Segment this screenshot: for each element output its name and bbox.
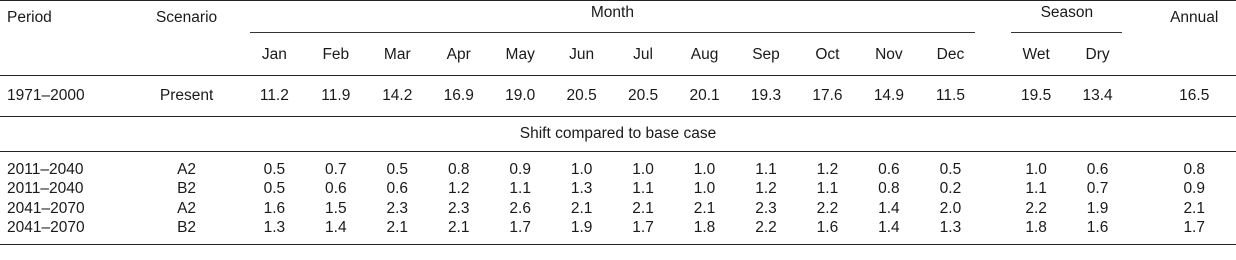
value-cell: 0.9 bbox=[1183, 180, 1205, 198]
value-cell: 1.1 bbox=[755, 160, 777, 178]
value-cell: 0.6 bbox=[386, 180, 409, 198]
spacer bbox=[1128, 76, 1152, 117]
value-cell: 1.7 bbox=[509, 219, 531, 237]
present-row bbox=[0, 76, 1236, 117]
value-cell: 2.1 bbox=[632, 199, 654, 217]
value-cell: 1.6 bbox=[1086, 219, 1109, 237]
period-cell: 2011–2040 bbox=[7, 160, 84, 178]
month-col-header: Mar bbox=[383, 46, 411, 63]
shift-rows bbox=[0, 152, 1236, 245]
value-cell: 2.0 bbox=[939, 199, 962, 217]
value-cell: 1.1 bbox=[1025, 180, 1047, 198]
spacer bbox=[1128, 219, 1152, 245]
value-cell: 16.5 bbox=[1179, 87, 1210, 104]
shift-label-row bbox=[0, 117, 1236, 152]
header-row-1 bbox=[0, 1, 1236, 36]
value-cell: 1.7 bbox=[632, 219, 654, 237]
spacer bbox=[981, 76, 1005, 117]
value-cell: 1.0 bbox=[693, 160, 716, 178]
month-col-header: Sep bbox=[752, 46, 780, 63]
value-cell: 1.8 bbox=[1025, 219, 1047, 237]
month-col-header: Oct bbox=[815, 46, 840, 63]
spacer bbox=[981, 180, 1005, 200]
scenario-cell: A2 bbox=[177, 160, 197, 178]
spacer bbox=[1128, 199, 1152, 219]
scenario-cell: Present bbox=[159, 87, 214, 104]
value-cell: 19.3 bbox=[750, 87, 782, 104]
value-cell: 1.2 bbox=[816, 160, 839, 178]
month-col-header: Jul bbox=[633, 46, 653, 63]
month-col-header: May bbox=[505, 46, 535, 63]
value-cell: 2.6 bbox=[509, 199, 531, 217]
period-cell: 1971–2000 bbox=[7, 87, 85, 104]
value-cell: 2.1 bbox=[386, 219, 409, 237]
scenario-cell: B2 bbox=[177, 180, 197, 198]
value-cell: 0.9 bbox=[509, 160, 531, 178]
spacer bbox=[981, 199, 1005, 219]
value-cell: 1.0 bbox=[570, 160, 593, 178]
value-cell: 2.3 bbox=[447, 199, 470, 217]
value-cell: 0.8 bbox=[878, 180, 900, 198]
month-col-header: Nov bbox=[875, 46, 903, 63]
value-cell: 11.9 bbox=[321, 87, 351, 104]
value-cell: 0.7 bbox=[325, 160, 347, 178]
value-cell: 2.2 bbox=[755, 219, 777, 237]
season-header bbox=[1005, 1, 1128, 36]
value-cell: 1.0 bbox=[632, 160, 654, 178]
value-cell: 1.6 bbox=[263, 199, 286, 217]
table-row bbox=[0, 152, 1236, 180]
value-cell: 11.2 bbox=[259, 87, 289, 104]
table-row bbox=[0, 199, 1236, 219]
spacer bbox=[981, 35, 1005, 76]
value-cell: 2.1 bbox=[693, 199, 716, 217]
table-row bbox=[0, 219, 1236, 245]
value-cell: 0.5 bbox=[386, 160, 409, 178]
spacer bbox=[981, 1, 1005, 36]
value-cell: 20.5 bbox=[566, 87, 597, 104]
spacer bbox=[981, 219, 1005, 245]
spacer bbox=[1128, 35, 1152, 76]
month-col-header: Jun bbox=[569, 46, 595, 63]
period-cell: 2041–2070 bbox=[7, 199, 85, 217]
value-cell: 11.5 bbox=[935, 87, 965, 104]
value-cell: 1.4 bbox=[878, 199, 900, 217]
value-cell: 14.2 bbox=[382, 87, 413, 104]
value-cell: 1.6 bbox=[816, 219, 839, 237]
value-cell: 13.4 bbox=[1082, 87, 1113, 104]
month-header-label: Month bbox=[250, 4, 976, 33]
value-cell: 1.3 bbox=[939, 219, 962, 237]
month-header bbox=[244, 1, 982, 36]
value-cell: 1.7 bbox=[1183, 219, 1205, 237]
value-cell: 1.9 bbox=[1086, 199, 1109, 217]
value-cell: 20.5 bbox=[628, 87, 659, 104]
shift-label: Shift compared to base case bbox=[519, 125, 717, 142]
value-cell: 1.2 bbox=[755, 180, 777, 198]
value-cell: 2.2 bbox=[1025, 199, 1047, 217]
value-cell: 2.2 bbox=[816, 199, 839, 217]
value-cell: 1.1 bbox=[509, 180, 531, 198]
value-cell: 0.7 bbox=[1086, 180, 1109, 198]
period-cell: 2041–2070 bbox=[7, 219, 85, 237]
value-cell: 1.1 bbox=[632, 180, 654, 198]
value-cell: 2.1 bbox=[570, 199, 593, 217]
value-cell: 1.4 bbox=[325, 219, 347, 237]
value-cell: 1.0 bbox=[693, 180, 716, 198]
annual-header: Annual bbox=[1170, 9, 1219, 26]
value-cell: 2.1 bbox=[1183, 199, 1205, 217]
value-cell: 20.1 bbox=[689, 87, 720, 104]
value-cell: 0.8 bbox=[447, 160, 470, 178]
value-cell: 1.4 bbox=[878, 219, 900, 237]
spacer bbox=[1128, 152, 1152, 180]
period-header: Period bbox=[7, 9, 52, 26]
value-cell: 0.6 bbox=[878, 160, 900, 178]
value-cell: 1.9 bbox=[570, 219, 593, 237]
month-col-header: Feb bbox=[322, 46, 350, 63]
value-cell: 2.3 bbox=[755, 199, 777, 217]
value-cell: 1.2 bbox=[447, 180, 470, 198]
value-cell: 2.1 bbox=[447, 219, 470, 237]
value-cell: 16.9 bbox=[443, 87, 474, 104]
value-cell: 1.0 bbox=[1025, 160, 1047, 178]
value-cell: 0.8 bbox=[1183, 160, 1205, 178]
value-cell: 0.2 bbox=[939, 180, 962, 198]
value-cell: 2.3 bbox=[386, 199, 409, 217]
value-cell: 14.9 bbox=[873, 87, 904, 104]
value-cell: 1.3 bbox=[570, 180, 593, 198]
scenario-cell: A2 bbox=[177, 199, 197, 217]
month-col-header: Jan bbox=[261, 46, 287, 63]
value-cell: 19.5 bbox=[1021, 87, 1052, 104]
month-col-header: Apr bbox=[446, 46, 471, 63]
value-cell: 0.6 bbox=[325, 180, 347, 198]
table-row bbox=[0, 180, 1236, 200]
period-cell: 2011–2040 bbox=[7, 180, 84, 198]
value-cell: 0.5 bbox=[263, 180, 286, 198]
season-col-header: Dry bbox=[1085, 46, 1110, 63]
spacer bbox=[1128, 1, 1152, 36]
value-cell: 1.5 bbox=[325, 199, 347, 217]
season-header-label: Season bbox=[1011, 4, 1122, 33]
value-cell: 1.3 bbox=[263, 219, 286, 237]
season-col-header: Wet bbox=[1022, 46, 1050, 63]
scenario-header: Scenario bbox=[155, 9, 218, 26]
value-cell: 0.5 bbox=[939, 160, 962, 178]
value-cell: 1.8 bbox=[693, 219, 716, 237]
spacer bbox=[981, 152, 1005, 180]
value-cell: 0.5 bbox=[263, 160, 286, 178]
month-col-header: Dec bbox=[936, 46, 965, 63]
value-cell: 17.6 bbox=[812, 87, 843, 104]
spacer bbox=[1128, 180, 1152, 200]
month-col-header: Aug bbox=[690, 46, 719, 63]
value-cell: 1.1 bbox=[816, 180, 839, 198]
value-cell: 19.0 bbox=[505, 87, 536, 104]
value-cell: 0.6 bbox=[1086, 160, 1109, 178]
scenario-cell: B2 bbox=[177, 219, 197, 237]
